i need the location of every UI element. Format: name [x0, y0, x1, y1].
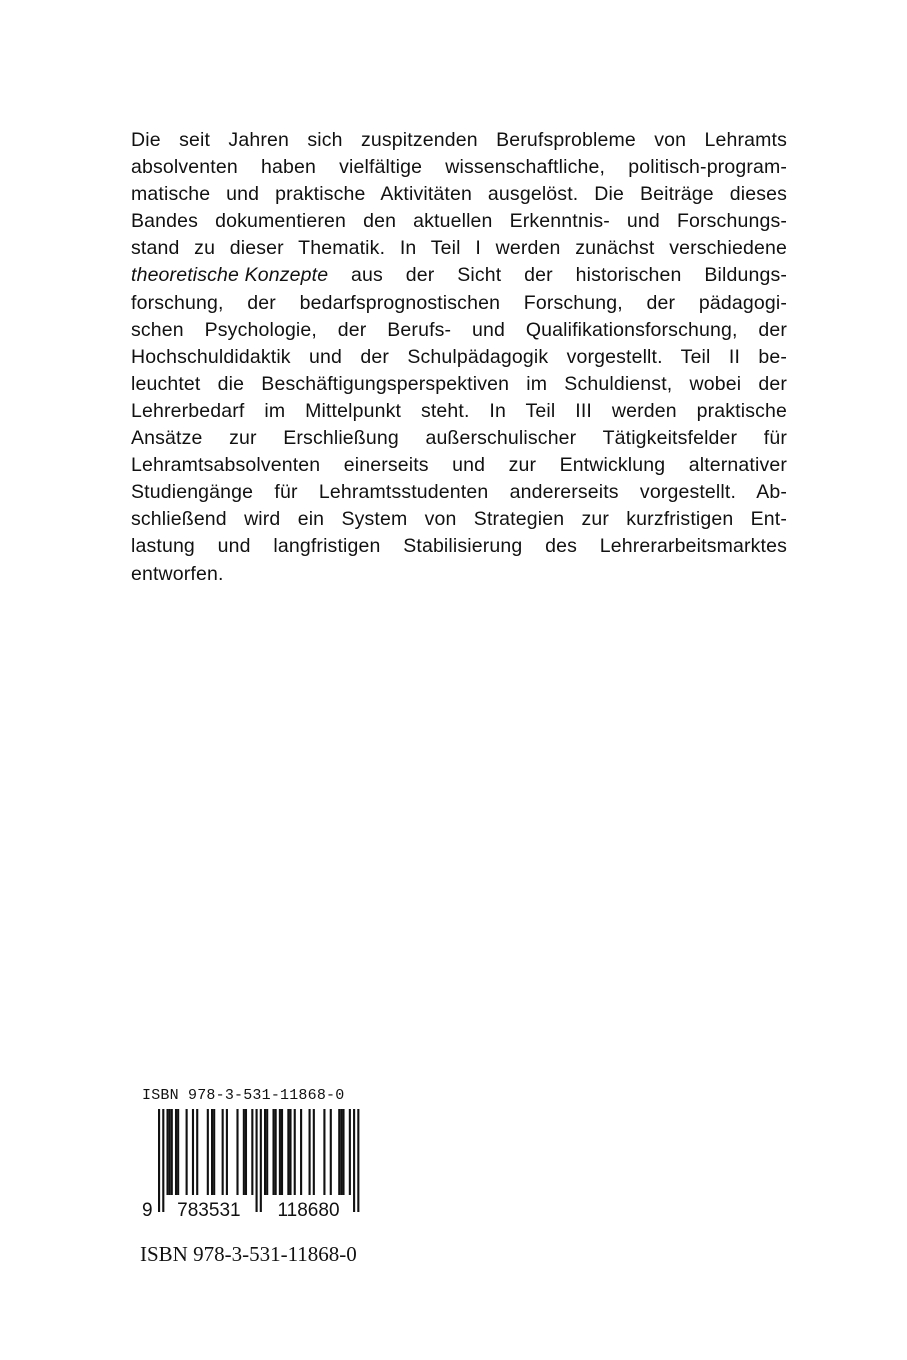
blurb-line-mixed	[131, 262, 787, 289]
barcode-bar	[275, 1109, 277, 1195]
blurb-line-last: entworfen.	[131, 562, 224, 585]
barcode-bar	[196, 1109, 198, 1195]
barcode-bar	[287, 1109, 289, 1195]
barcode-guard-bar	[256, 1109, 258, 1212]
barcode-bar	[272, 1109, 274, 1195]
barcode-bar	[309, 1109, 311, 1195]
blurb-line: Hochschuldidaktik und der Schulpädagogik vorgestellt. Teil II be-	[131, 345, 787, 368]
barcode-guard-bar	[260, 1109, 262, 1212]
barcode-bar	[266, 1109, 268, 1195]
barcode-bar	[264, 1109, 266, 1195]
blurb-line: matische und praktische Aktivitäten ausgelöst. Die Beiträge dieses	[131, 183, 787, 206]
barcode-bar	[330, 1109, 332, 1195]
barcode-bar	[226, 1109, 228, 1195]
barcode-bar	[338, 1109, 340, 1195]
barcode-bar	[251, 1109, 253, 1195]
barcode-bar	[175, 1109, 177, 1195]
barcode-bar	[213, 1109, 215, 1195]
barcode-bar	[294, 1109, 296, 1195]
barcode-bar	[279, 1109, 281, 1195]
barcode-bar	[281, 1109, 283, 1195]
blurb-line: stand zu dieser Thematik. In Teil I werden zunächst verschiedene	[131, 237, 787, 260]
barcode-guard-bar	[357, 1109, 359, 1212]
barcode-bar	[177, 1109, 179, 1195]
barcode-bar	[169, 1109, 171, 1195]
blurb-line: leuchtet die Beschäftigungsperspektiven im Schuldienst, wobei der	[131, 372, 787, 395]
barcode-left-digits: 783531	[177, 1200, 241, 1221]
barcode-bar	[313, 1109, 315, 1195]
blurb-line-tail: aus der Sicht der historischen Bildungs-	[328, 264, 787, 287]
barcode-bar	[211, 1109, 213, 1195]
barcode-bar	[300, 1109, 302, 1195]
barcode-first-digit: 9	[142, 1200, 153, 1221]
barcode-bar	[207, 1109, 209, 1195]
barcode-bar	[342, 1109, 344, 1195]
blurb-line: Ansätze zur Erschließung außerschulischer Tätigkeitsfelder für	[131, 427, 787, 450]
barcode-isbn-label: ISBN 978-3-531-11868-0	[142, 1087, 345, 1104]
blurb-line: schen Psychologie, der Berufs- und Qualifikationsforschung, der	[131, 318, 787, 341]
blurb-line: Bandes dokumentieren den aktuellen Erkenntnis- und Forschungs-	[131, 210, 787, 233]
barcode-bar	[245, 1109, 247, 1195]
barcode-bar	[222, 1109, 224, 1195]
barcode-bar	[186, 1109, 188, 1195]
barcode-bar	[323, 1109, 325, 1195]
isbn-barcode	[140, 1087, 365, 1222]
blurb-text	[131, 127, 787, 588]
blurb-line: lastung und langfristigen Stabilisierung des Lehrerarbeitsmarktes	[131, 535, 787, 558]
barcode-bar	[243, 1109, 245, 1195]
barcode-bars	[140, 1109, 365, 1222]
barcode-guard-bar	[158, 1109, 160, 1212]
barcode-bar	[349, 1109, 351, 1195]
blurb-line: absolventen haben vielfältige wissenschaftliche, politisch-program-	[131, 156, 787, 179]
barcode-bar	[166, 1109, 168, 1195]
barcode-right-digits: 118680	[277, 1200, 340, 1221]
blurb-line: schließend wird ein System von Strategien zur kurzfristigen Ent-	[131, 508, 787, 531]
blurb-line: Die seit Jahren sich zuspitzenden Berufsprobleme von Lehramts	[131, 129, 787, 151]
blurb-line: Lehramtsabsolventen einerseits und zur Entwicklung alternativer	[131, 454, 787, 477]
barcode-guard-bar	[353, 1109, 355, 1212]
barcode-bar	[340, 1109, 342, 1195]
barcode-bar	[171, 1109, 173, 1195]
blurb-line: Lehrerbedarf im Mittelpunkt steht. In Teil III werden praktische	[131, 399, 787, 422]
blurb-line: Studiengänge für Lehramtsstudenten andererseits vorgestellt. Ab-	[131, 481, 787, 504]
italic-term: theoretische Konzepte	[131, 264, 329, 287]
isbn-number: ISBN 978-3-531-11868-0	[140, 1242, 357, 1266]
barcode-bar	[289, 1109, 291, 1195]
blurb-line: forschung, der bedarfsprognostischen Forschung, der pädagogi-	[131, 291, 787, 314]
barcode-bar	[236, 1109, 238, 1195]
barcode-bar	[192, 1109, 194, 1195]
barcode-guard-bar	[162, 1109, 164, 1212]
